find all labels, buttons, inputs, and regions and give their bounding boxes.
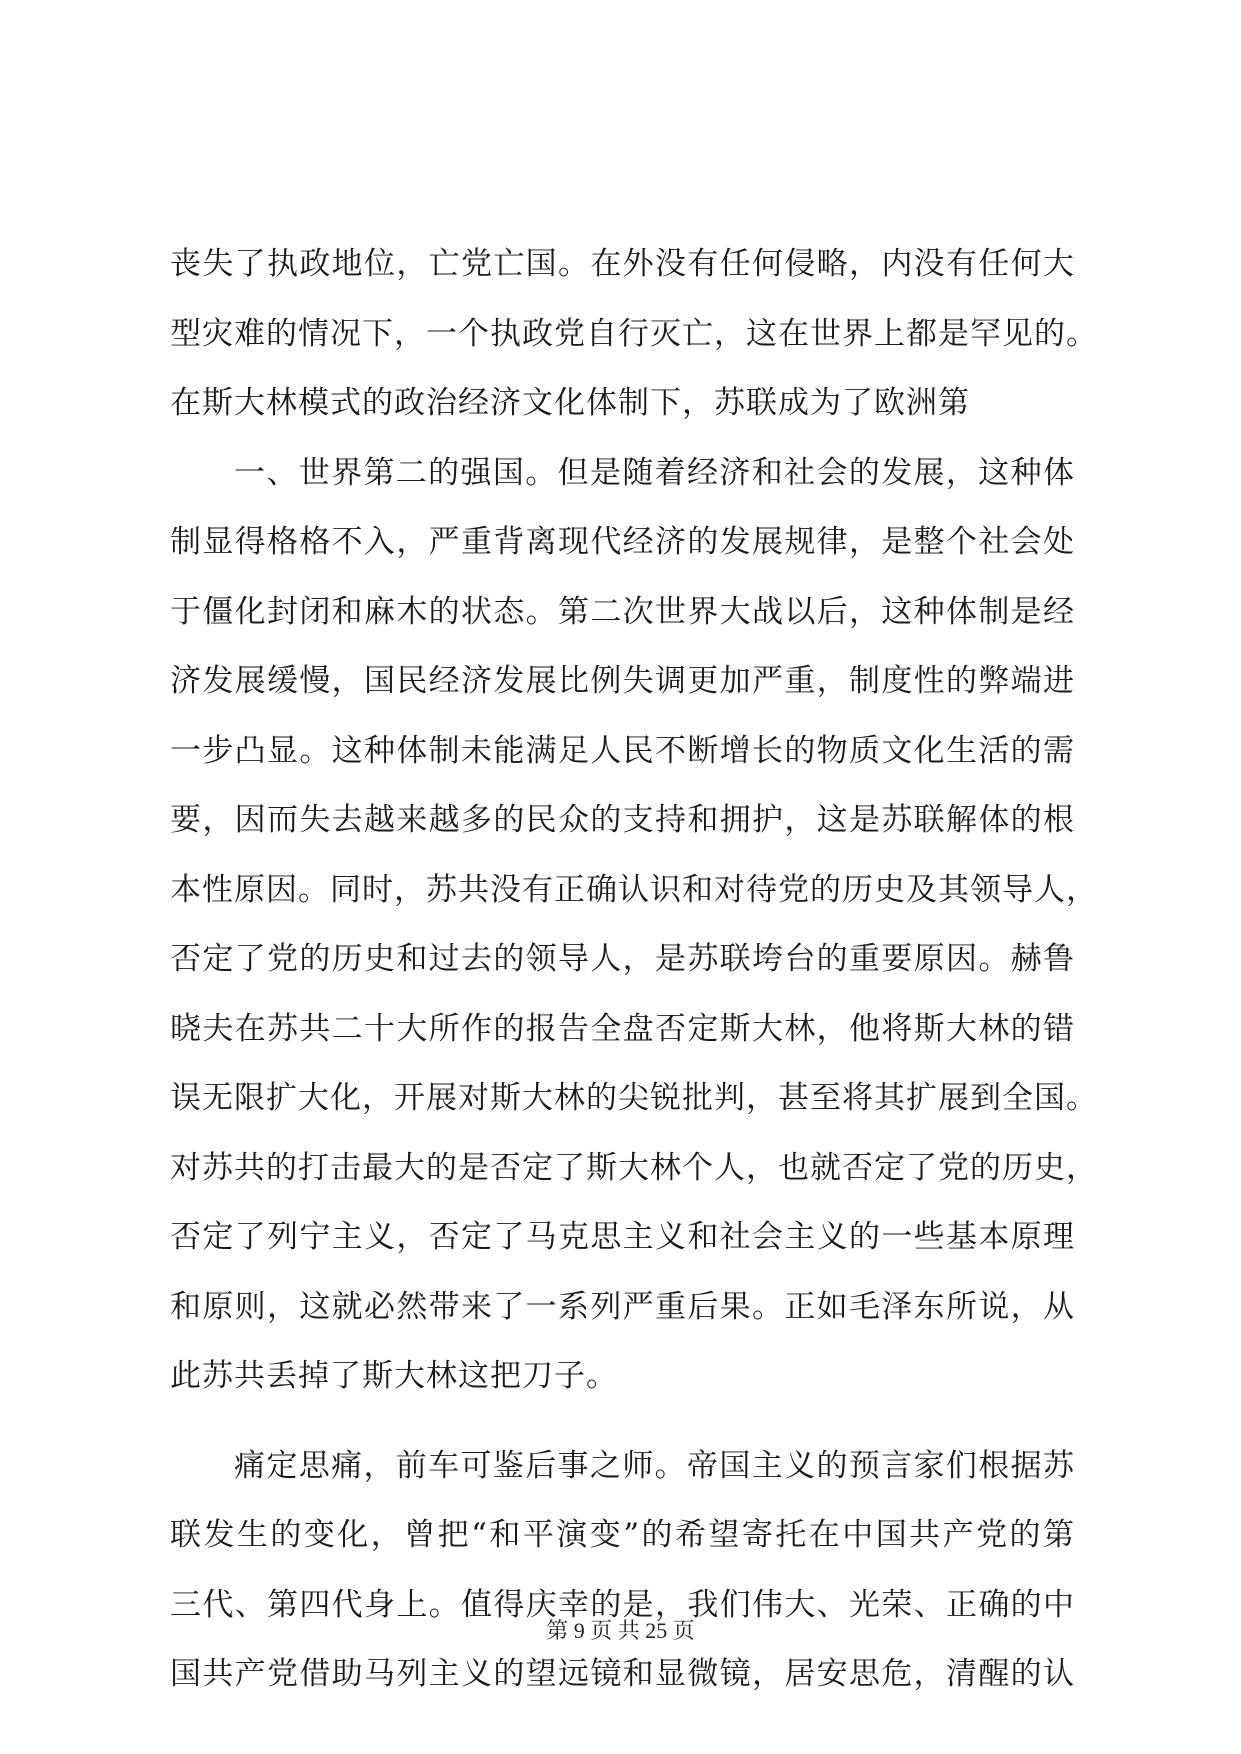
text-line: 本性原因。同时，苏共没有正确认识和对待党的历史及其领导人，	[170, 871, 1098, 908]
page-number-footer: 第 9 页 共 25 页	[546, 1618, 695, 1643]
text-line: 否定了党的历史和过去的领导人，是苏联垮台的重要原因。赫鲁	[170, 941, 1075, 977]
body-text	[170, 230, 1098, 1710]
text-line: 误无限扩大化，开展对斯大林的尖锐批判，甚至将其扩展到全国。	[170, 1080, 1098, 1116]
text-line: 济发展缓慢，国民经济发展比例失调更加严重，制度性的弊端进	[170, 663, 1075, 699]
text-line: 要，因而失去越来越多的民众的支持和拥护，这是苏联解体的根	[170, 802, 1075, 838]
text-line: 型灾难的情况下，一个执政党自行灭亡，这在世界上都是罕见的。	[170, 315, 1098, 352]
text-line: 一、世界第二的强国。但是随着经济和社会的发展，这种体	[234, 454, 1075, 491]
text-line: 晓夫在苏共二十大所作的报告全盘否定斯大林，他将斯大林的错	[170, 1010, 1075, 1047]
text-line: 痛定思痛，前车可鉴后事之师。帝国主义的预言家们根据苏	[234, 1447, 1075, 1484]
text-line: 制显得格格不入，严重背离现代经济的发展规律，是整个社会处	[170, 524, 1075, 560]
text-line: 联发生的变化，曾把“和平演变”的希望寄托在中国共产党的第	[170, 1517, 1075, 1553]
text-line: 和原则，这就必然带来了一系列严重后果。正如毛泽东所说，从	[170, 1288, 1075, 1325]
text-line: 此苏共丢掉了斯大林这把刀子。	[170, 1358, 618, 1394]
text-line: 国共产党借助马列主义的望远镜和显微镜，居安思危，清醒的认	[170, 1656, 1075, 1692]
text-line: 丧失了执政地位，亡党亡国。在外没有任何侵略，内没有任何大	[170, 246, 1075, 282]
text-line: 于僵化封闭和麻木的状态。第二次世界大战以后，这种体制是经	[170, 593, 1075, 630]
paragraph-gap	[170, 1412, 1075, 1432]
text-line: 一步凸显。这种体制未能满足人民不断增长的物质文化生活的需	[170, 732, 1075, 769]
text-line: 三代、第四代身上。值得庆幸的是，我们伟大、光荣、正确的中	[170, 1586, 1075, 1623]
text-line: 对苏共的打击最大的是否定了斯大林个人，也就否定了党的历史，	[170, 1149, 1098, 1186]
text-line: 在斯大林模式的政治经济文化体制下，苏联成为了欧洲第	[170, 385, 970, 421]
text-line: 否定了列宁主义，否定了马克思主义和社会主义的一些基本原理	[170, 1219, 1075, 1255]
